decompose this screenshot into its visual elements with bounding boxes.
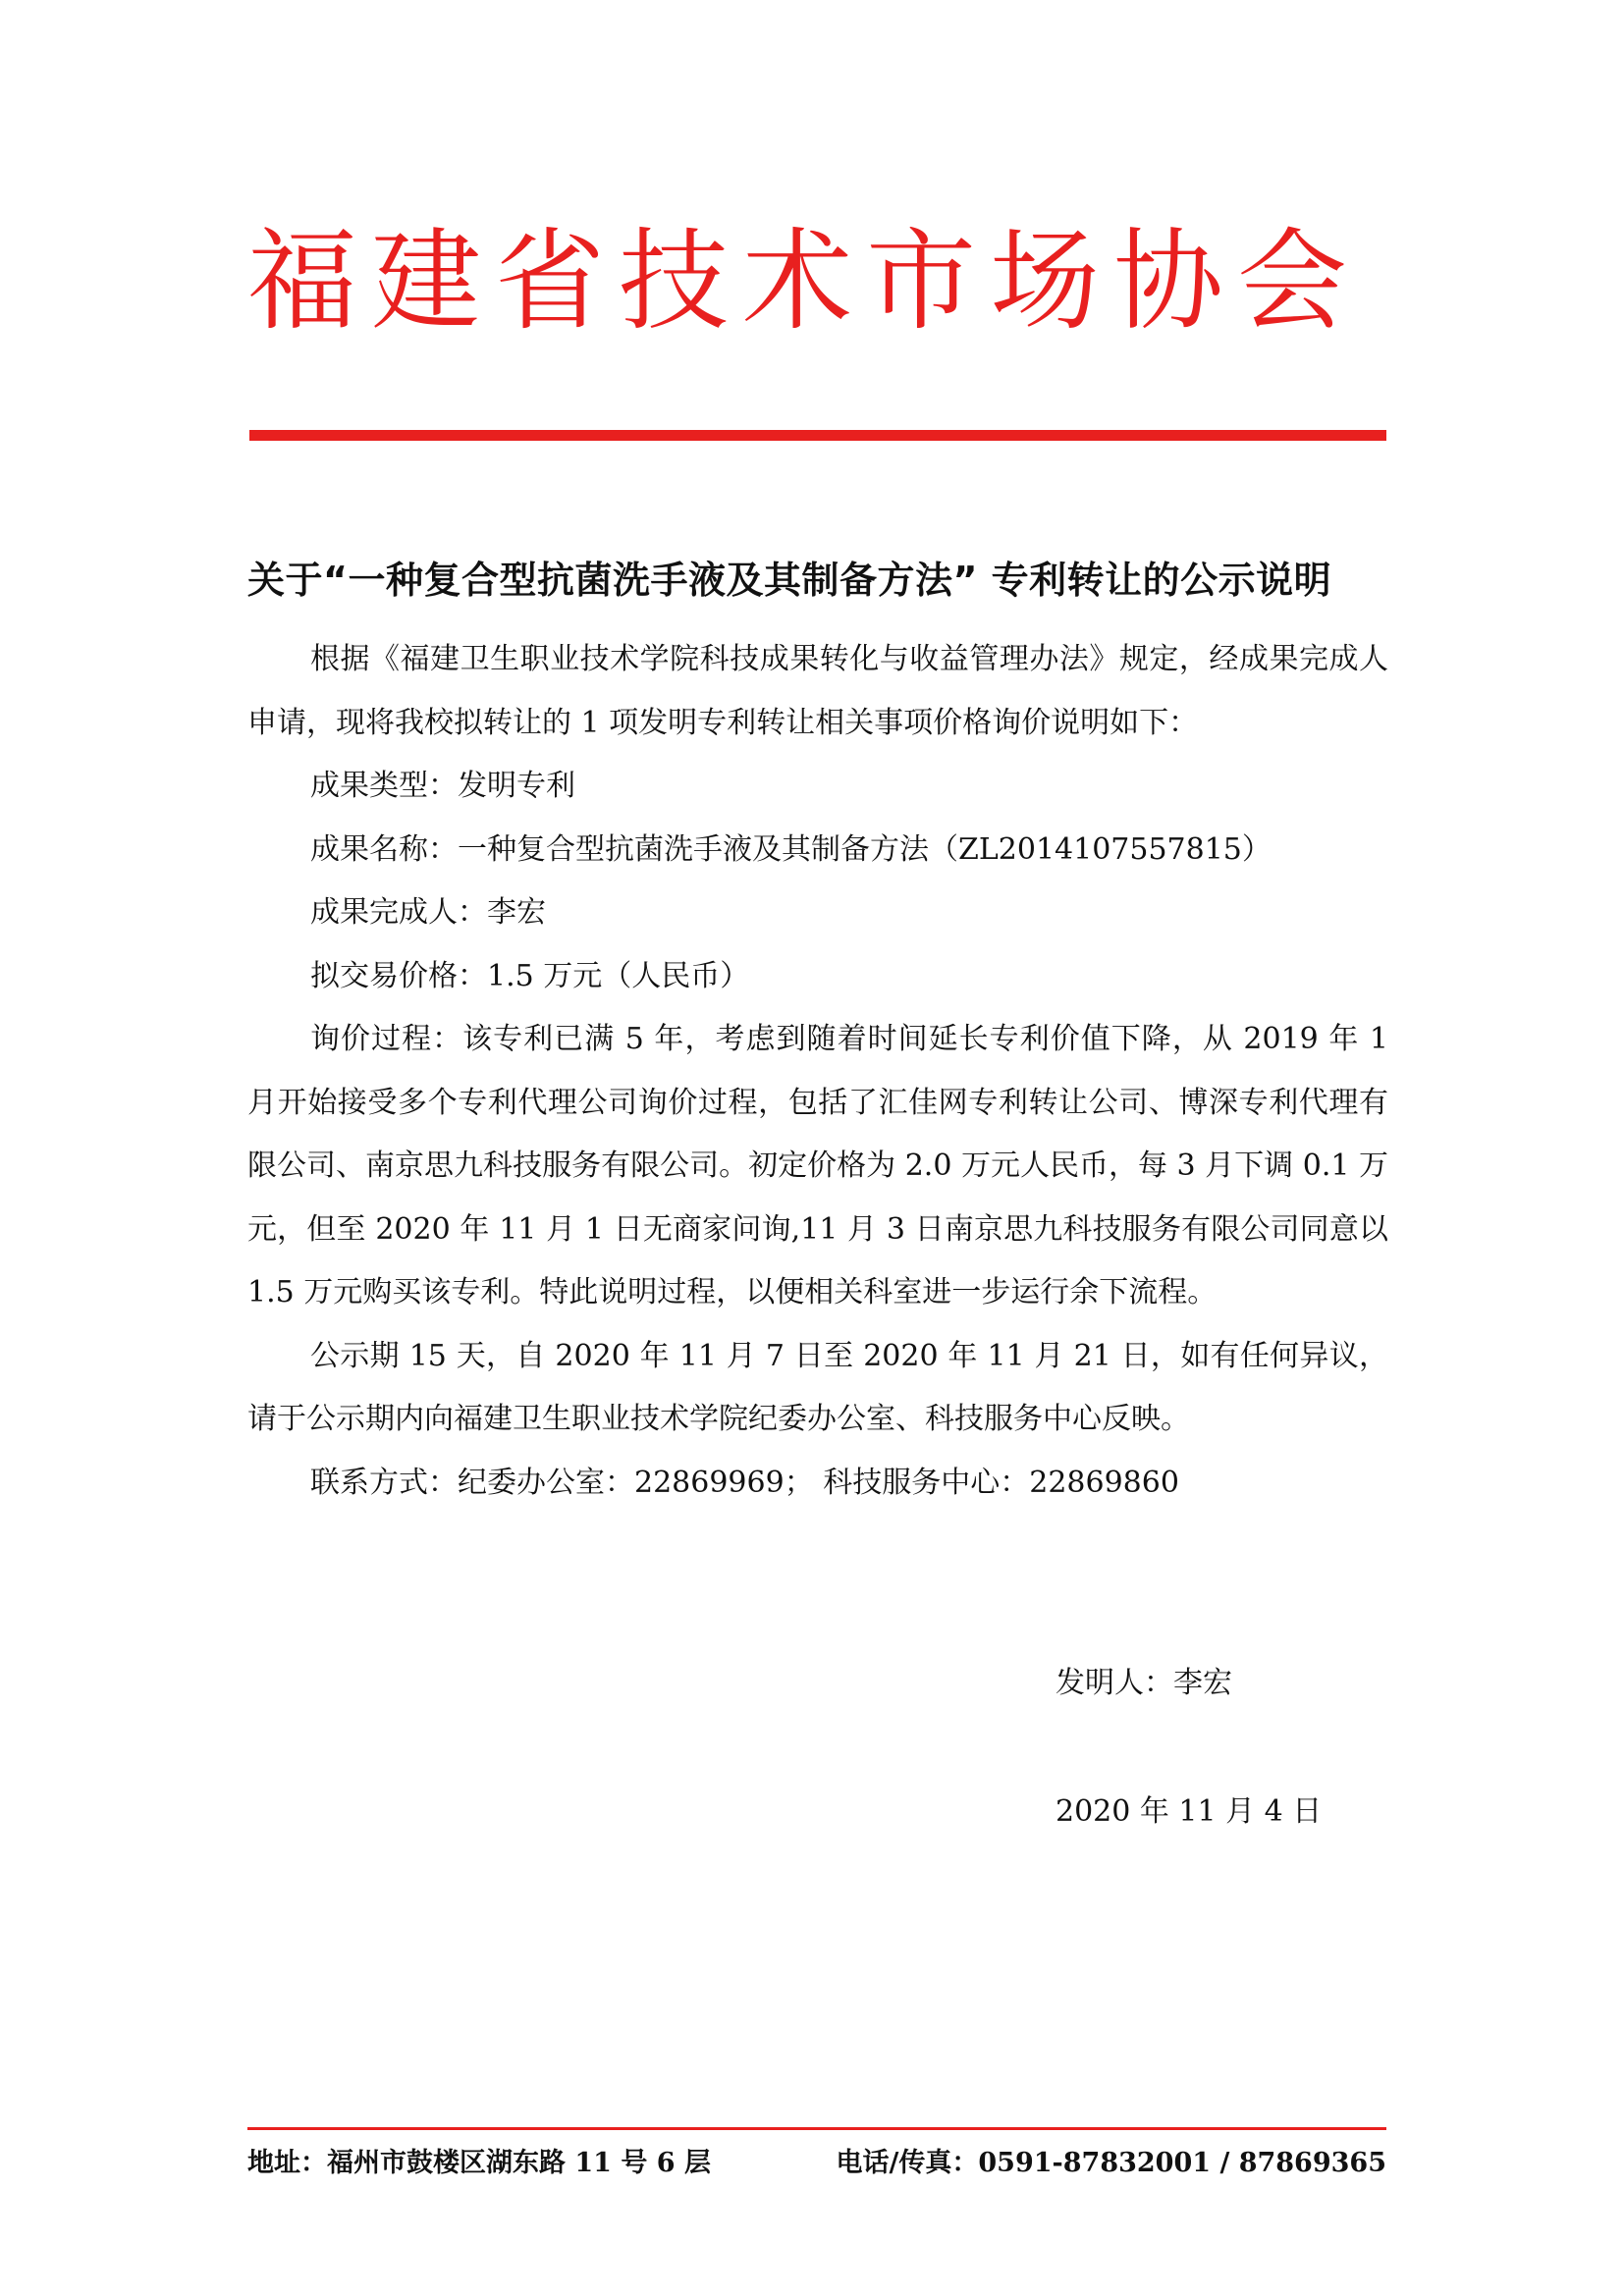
footer <box>247 2142 1386 2185</box>
paragraph-contact: 联系方式：纪委办公室：22869969； 科技服务中心：22869860 <box>310 1465 1179 1500</box>
paragraph-achievement-name: 成果名称：一种复合型抗菌洗手液及其制备方法（ZL2014107557815） <box>310 831 1272 867</box>
document-body <box>247 628 1388 1515</box>
paragraph-proposed-price: 拟交易价格：1.5 万元（人民币） <box>310 958 750 993</box>
letterhead-organization: 福建省技术市场协会 <box>247 218 1361 346</box>
document-title: 关于“一种复合型抗菌洗手液及其制备方法” 专利转让的公示说明 <box>247 559 1332 602</box>
footer-address: 地址：福州市鼓楼区湖东路 11 号 6 层 <box>247 2148 711 2178</box>
letterhead-divider <box>249 430 1386 441</box>
document-date: 2020 年 11 月 4 日 <box>1056 1794 1323 1829</box>
footer-divider <box>247 2127 1386 2130</box>
paragraph-publicity-period: 公示期 15 天，自 2020 年 11 月 7 日至 2020 年 11 月 21 日，如有任何异议，请于公示期内向福建卫生职业技术学院纪委办公室、科技服务中心反映。 <box>247 1338 1388 1436</box>
paragraph-inquiry-process: 询价过程：该专利已满 5 年，考虑到随着时间延长专利价值下降，从 2019 年 1 月开始接受多个专利代理公司询价过程，包括了汇佳网专利转让公司、博深专利代理有限公司、南京思九科技服务有限公司。初定价格为 2.0 万元人民币，每 3 月下调 0.1 万元，但至 2020 年 11 月 1 日无商家问询,11 月 3 日南京思九科技服务有限公司同意以 1.5 万元购买该专利。特此说明过程，以便相关科室进一步运行余下流程。 <box>247 1022 1388 1309</box>
paragraph-achievement-type: 成果类型：发明专利 <box>310 769 575 803</box>
footer-phone-fax: 电话/传真：0591-87832001 / 87869365 <box>836 2148 1386 2178</box>
paragraph-achievement-owner: 成果完成人：李宏 <box>310 895 546 930</box>
signature: 发明人：李宏 <box>1056 1666 1232 1700</box>
paragraph-intro: 根据《福建卫生职业技术学院科技成果转化与收益管理办法》规定，经成果完成人申请，现将我校拟转让的 1 项发明专利转让相关事项价格询价说明如下： <box>247 642 1388 740</box>
